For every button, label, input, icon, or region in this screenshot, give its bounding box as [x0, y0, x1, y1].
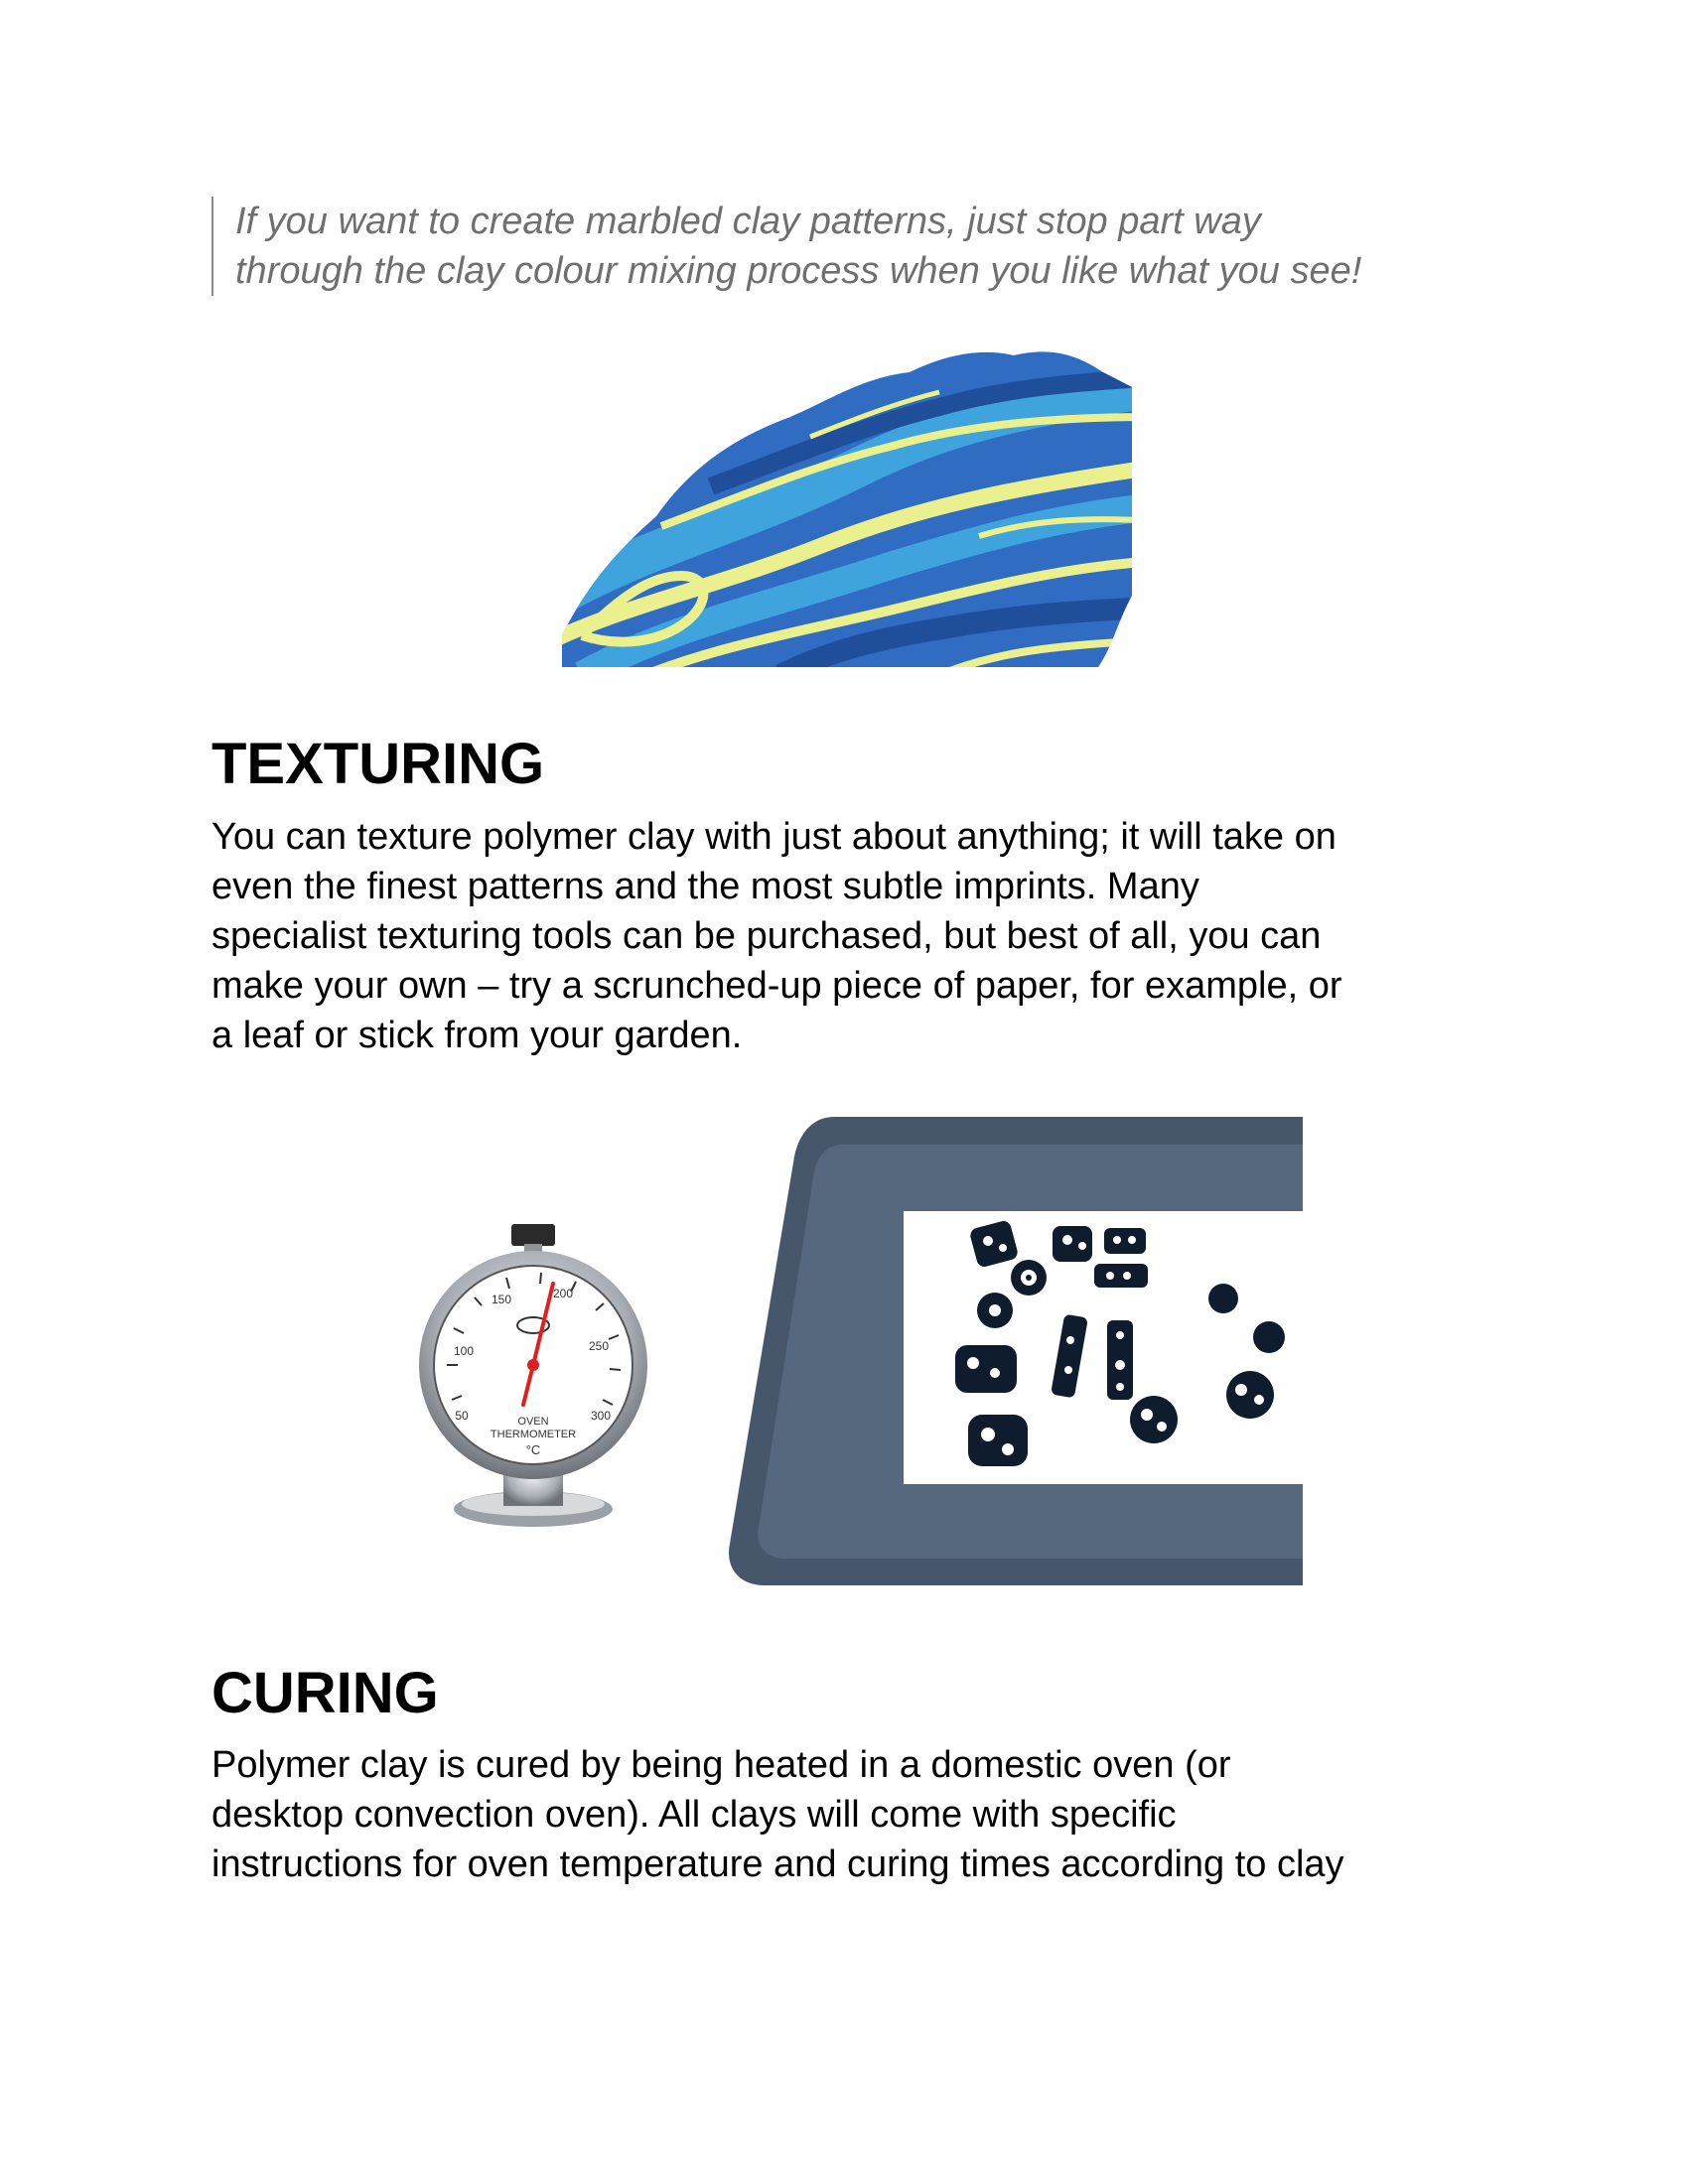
- texturing-line: You can texture polymer clay with just about anything; it will take on: [211, 816, 1336, 858]
- curing-line: desktop convection oven). All clays will come with specific: [211, 1794, 1177, 1836]
- svg-text:50: 50: [455, 1409, 469, 1423]
- svg-text:200: 200: [552, 1287, 574, 1300]
- curing-line: instructions for oven temperature and curing times according to clay: [211, 1843, 1344, 1885]
- svg-text:OVEN: OVEN: [517, 1416, 549, 1428]
- texturing-paragraph: [211, 812, 1502, 1060]
- curing-line: Polymer clay is cured by being heated in a domestic oven (or: [211, 1744, 1231, 1786]
- svg-text:250: 250: [588, 1339, 610, 1353]
- svg-text:100: 100: [453, 1344, 475, 1358]
- oven-thermometer-image: [392, 1216, 670, 1534]
- quote-line: If you want to create marbled clay patterns, just stop part way: [235, 201, 1261, 242]
- texturing-heading: TEXTURING: [211, 732, 545, 796]
- texturing-line: even the finest patterns and the most subtle imprints. Many: [211, 866, 1199, 907]
- texturing-line: a leaf or stick from your garden.: [211, 1015, 743, 1056]
- curing-heading: CURING: [211, 1661, 439, 1725]
- svg-text:300: 300: [590, 1409, 612, 1423]
- texturing-line: make your own – try a scrunched-up piece of paper, for example, or: [211, 965, 1342, 1007]
- marbled-clay-image: [562, 347, 1132, 667]
- svg-text:150: 150: [491, 1293, 512, 1306]
- svg-text:THERMOMETER: THERMOMETER: [490, 1429, 577, 1440]
- marbling-tip-quote: [211, 197, 1546, 296]
- curing-paragraph: [211, 1740, 1502, 1889]
- baking-tray-image: [725, 1117, 1303, 1585]
- svg-text:°C: °C: [525, 1442, 541, 1457]
- texturing-line: specialist texturing tools can be purchased, but best of all, you can: [211, 915, 1322, 957]
- quote-line: through the clay colour mixing process when you like what you see!: [235, 250, 1362, 292]
